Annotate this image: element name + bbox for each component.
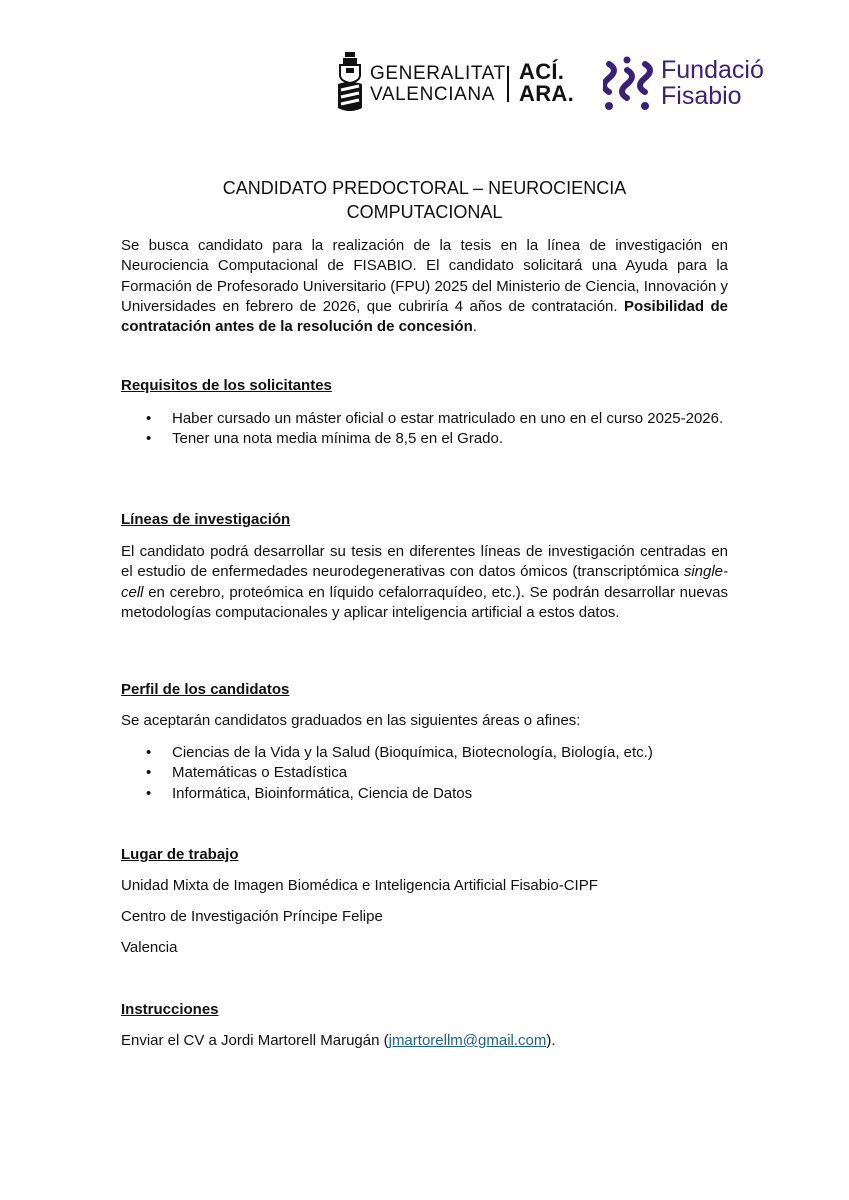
generalitat-line1: GENERALITAT bbox=[370, 63, 506, 84]
instrucciones-line bbox=[121, 1032, 556, 1049]
perfil-list bbox=[121, 743, 728, 804]
lugar-heading: Lugar de trabajo bbox=[121, 846, 239, 863]
requisito-text: Tener una nota media mínima de 8,5 en el Grado. bbox=[172, 430, 504, 448]
logo-divider bbox=[507, 66, 509, 102]
perfil-heading: Perfil de los candidatos bbox=[121, 681, 290, 698]
fisabio-logo-icon bbox=[603, 56, 657, 114]
fisabio-line: Fisabio bbox=[661, 82, 742, 110]
perfil-item-text: Informática, Bioinformática, Ciencia de Datos bbox=[172, 784, 473, 802]
generalitat-wordmark bbox=[370, 63, 506, 105]
lugar-line3: Valencia bbox=[121, 939, 178, 956]
requisitos-heading: Requisitos de los solicitantes bbox=[121, 377, 332, 394]
instrucciones-heading: Instrucciones bbox=[121, 1001, 219, 1018]
lugar-line1: Unidad Mixta de Imagen Biomédica e Inteligencia Artificial Fisabio-CIPF bbox=[121, 877, 598, 894]
email-link[interactable]: jmartorellm@gmail.com bbox=[388, 1032, 547, 1049]
bullet-icon: • bbox=[146, 784, 152, 802]
aci-line: ACÍ. bbox=[519, 59, 565, 84]
aci-ara-wordmark bbox=[519, 61, 574, 105]
page-title bbox=[121, 176, 728, 224]
bullet-icon: • bbox=[146, 430, 152, 448]
header-logos bbox=[335, 50, 775, 116]
title-line2: COMPUTACIONAL bbox=[346, 202, 503, 222]
instrucciones-prefix: Enviar el CV a Jordi Martorell Marugán ( bbox=[121, 1032, 389, 1049]
lineas-paragraph bbox=[121, 542, 728, 623]
lugar-line2: Centro de Investigación Príncipe Felipe bbox=[121, 908, 383, 925]
title-line1: CANDIDATO PREDOCTORAL – NEUROCIENCIA bbox=[222, 178, 627, 198]
lineas-heading: Líneas de investigación bbox=[121, 511, 291, 528]
intro-bold-text: Posibilidad de contratación antes de la resolución de concesión bbox=[121, 297, 729, 336]
perfil-item-text: Ciencias de la Vida y la Salud (Bioquímica, Biotecnología, Biología, etc.) bbox=[172, 744, 653, 761]
list-item bbox=[121, 784, 728, 804]
requisito-text: Haber cursado un máster oficial o estar matriculado en uno en el curso 2025-2026. bbox=[172, 410, 724, 427]
list-item bbox=[121, 409, 728, 429]
intro-tail: . bbox=[472, 318, 477, 336]
lineas-text-before: El candidato podrá desarrollar su tesis en diferentes líneas de investigación centradas en el estudio de enfermedades neurodegenerativas con datos ómicos (transcriptómica bbox=[121, 543, 728, 581]
ara-line: ARA. bbox=[519, 81, 574, 106]
list-item bbox=[121, 429, 728, 449]
intro-text: Se busca candidato para la realización de la tesis en la línea de investigación en Neurociencia Computacional de FISABIO. El candidato solicitará una Ayuda para la Formación de Profesorado Universitario (FPU) 2025 del Ministerio de Ciencia, Innovación y Universidades en febrero de 2026, que cubriría 4 años de contratación. bbox=[121, 237, 728, 315]
bullet-icon: • bbox=[146, 410, 152, 427]
perfil-intro: Se aceptarán candidatos graduados en las siguientes áreas o afines: bbox=[121, 712, 581, 729]
generalitat-crest-icon bbox=[335, 50, 365, 114]
intro-paragraph bbox=[121, 236, 728, 337]
bullet-icon: • bbox=[146, 744, 152, 761]
instrucciones-suffix: ). bbox=[546, 1032, 556, 1049]
list-item bbox=[121, 763, 728, 783]
fundacio-line: Fundació bbox=[661, 56, 764, 84]
fisabio-wordmark bbox=[661, 57, 764, 109]
generalitat-line2: VALENCIANA bbox=[370, 84, 495, 105]
lineas-text-after: en cerebro, proteómica en líquido cefalorraquídeo, etc.). Se podrán desarrollar nuevas metodologías computacionales y aplicar inteligencia artificial a estos datos. bbox=[121, 583, 728, 621]
lineas-italic: single-cell bbox=[121, 563, 728, 601]
perfil-item-text: Matemáticas o Estadística bbox=[172, 764, 348, 782]
requisitos-list bbox=[121, 409, 728, 450]
list-item bbox=[121, 743, 728, 763]
bullet-icon: • bbox=[146, 764, 152, 782]
